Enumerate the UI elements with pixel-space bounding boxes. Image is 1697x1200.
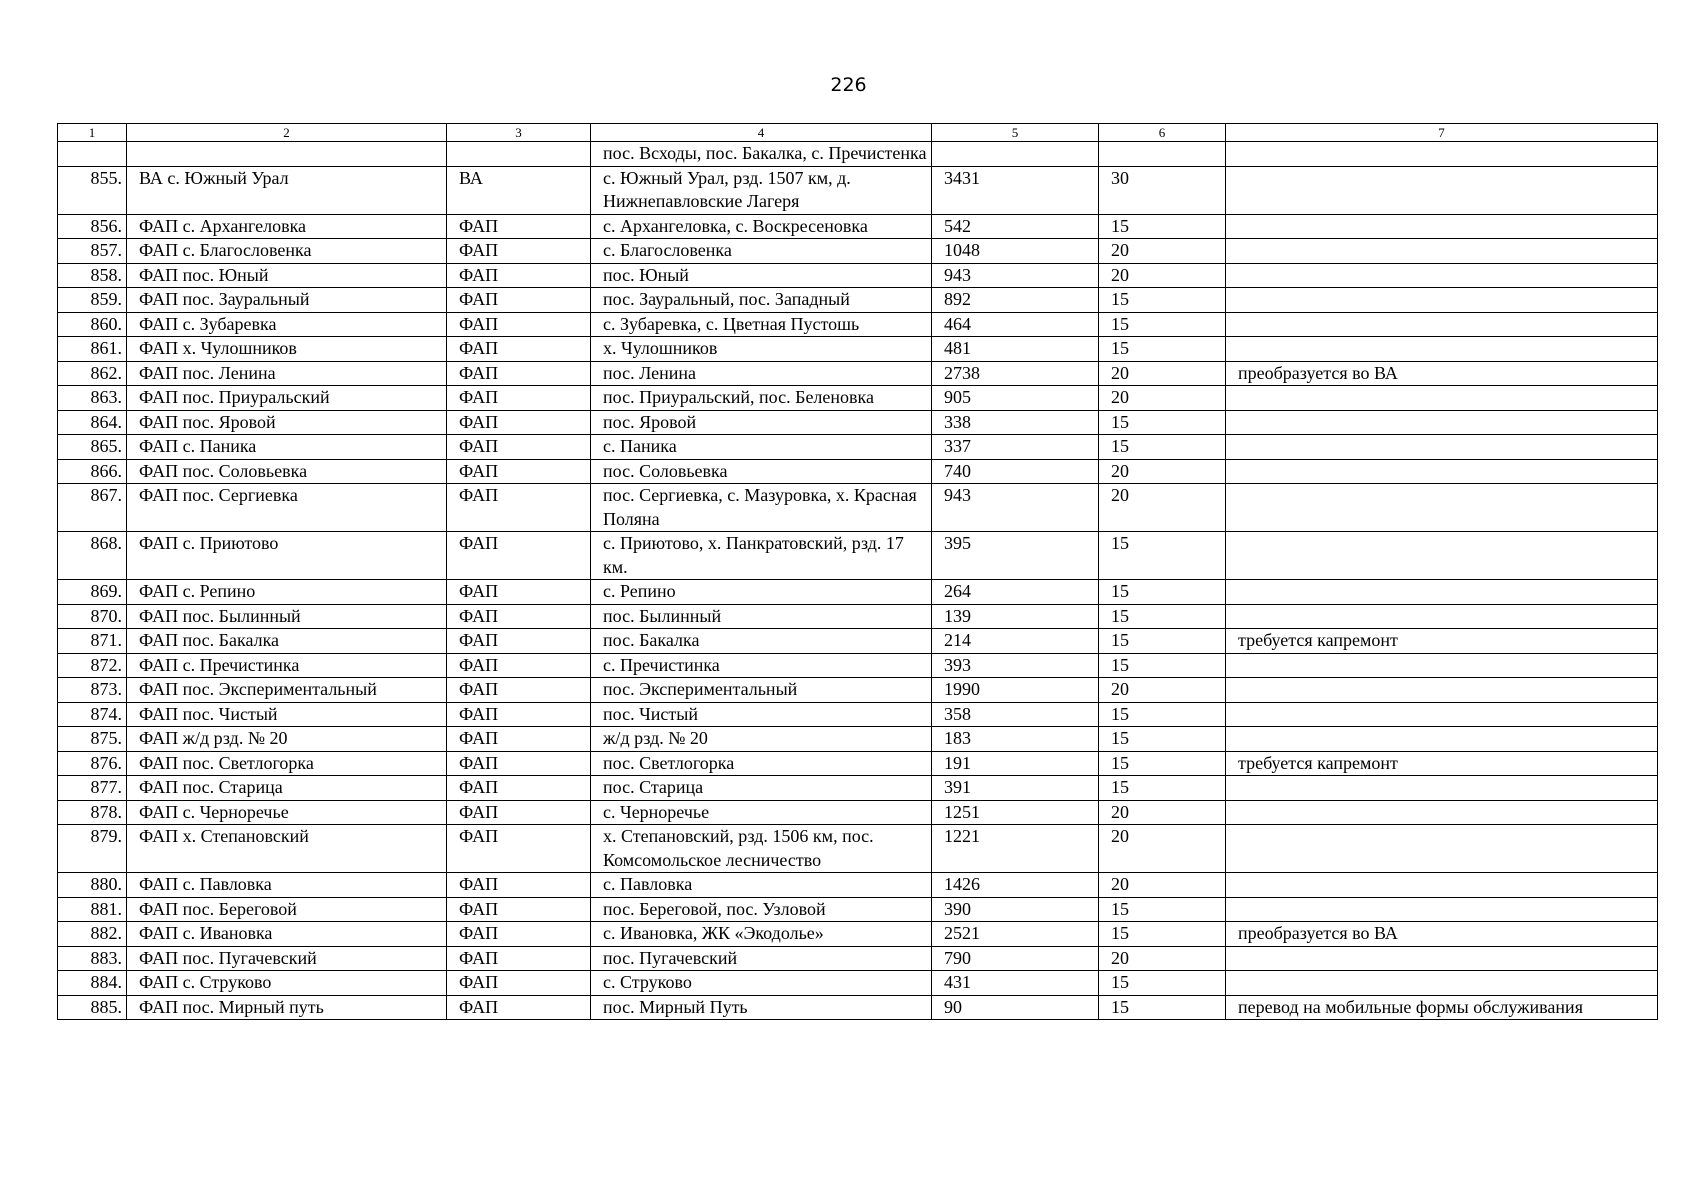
table-row — [58, 995, 1658, 1020]
facility-type-cell: ФАП — [447, 532, 591, 580]
table-row — [58, 214, 1658, 239]
table-row — [58, 629, 1658, 654]
table-row — [58, 873, 1658, 898]
served-settlements-cell: с. Репино — [591, 580, 932, 605]
served-settlements-cell: пос. Сергиевка, с. Мазуровка, х. Красная Поляна — [591, 484, 932, 532]
table-row — [58, 946, 1658, 971]
facility-name-cell: ФАП с. Репино — [127, 580, 447, 605]
table-row — [58, 337, 1658, 362]
note-cell — [1226, 946, 1658, 971]
population-cell: 90 — [932, 995, 1099, 1020]
note-cell — [1226, 825, 1658, 873]
note-cell — [1226, 337, 1658, 362]
table-row — [58, 263, 1658, 288]
facility-name-cell: ФАП пос. Светлогорка — [127, 751, 447, 776]
row-number-cell: 865. — [58, 435, 127, 460]
facility-type-cell: ФАП — [447, 459, 591, 484]
facility-name-cell: ФАП пос. Соловьевка — [127, 459, 447, 484]
facility-name-cell: ФАП с. Струково — [127, 971, 447, 996]
facility-name-cell: ФАП с. Зубаревка — [127, 312, 447, 337]
facility-type-cell: ФАП — [447, 678, 591, 703]
facility-type-cell: ФАП — [447, 580, 591, 605]
facility-name-cell: ФАП с. Пречистинка — [127, 653, 447, 678]
facility-name-cell: ФАП пос. Чистый — [127, 702, 447, 727]
facility-name-cell: ФАП х. Чулошников — [127, 337, 447, 362]
facility-name-cell: ФАП пос. Зауральный — [127, 288, 447, 313]
service-radius-cell: 20 — [1099, 946, 1226, 971]
population-cell: 542 — [932, 214, 1099, 239]
facility-name-cell: ФАП пос. Сергиевка — [127, 484, 447, 532]
table-row — [58, 922, 1658, 947]
service-radius-cell: 15 — [1099, 995, 1226, 1020]
row-number-cell: 855. — [58, 166, 127, 214]
facility-type-cell: ФАП — [447, 288, 591, 313]
note-cell — [1226, 239, 1658, 264]
note-cell: требуется капремонт — [1226, 629, 1658, 654]
note-cell — [1226, 214, 1658, 239]
facility-type-cell: ФАП — [447, 386, 591, 411]
note-cell — [1226, 386, 1658, 411]
served-settlements-cell: пос. Ленина — [591, 361, 932, 386]
facility-type-cell: ФАП — [447, 484, 591, 532]
population-cell: 139 — [932, 604, 1099, 629]
population-cell: 358 — [932, 702, 1099, 727]
facility-name-cell: ФАП пос. Юный — [127, 263, 447, 288]
note-cell: преобразуется во ВА — [1226, 361, 1658, 386]
facility-type-cell: ФАП — [447, 922, 591, 947]
note-cell — [1226, 776, 1658, 801]
service-radius-cell: 15 — [1099, 435, 1226, 460]
row-number-cell: 862. — [58, 361, 127, 386]
note-cell — [1226, 166, 1658, 214]
facility-type-cell: ФАП — [447, 410, 591, 435]
facility-name-cell: ФАП пос. Пугачевский — [127, 946, 447, 971]
row-number-cell: 869. — [58, 580, 127, 605]
note-cell — [1226, 532, 1658, 580]
served-settlements-cell: пос. Старица — [591, 776, 932, 801]
column-header: 2 — [127, 124, 447, 142]
service-radius-cell: 20 — [1099, 484, 1226, 532]
served-settlements-cell: пос. Береговой, пос. Узловой — [591, 897, 932, 922]
population-cell: 790 — [932, 946, 1099, 971]
row-number-cell: 863. — [58, 386, 127, 411]
served-settlements-cell: х. Чулошников — [591, 337, 932, 362]
note-cell — [1226, 288, 1658, 313]
table-row — [58, 727, 1658, 752]
facility-name-cell: ФАП с. Паника — [127, 435, 447, 460]
facility-type-cell: ВА — [447, 166, 591, 214]
row-number-cell: 864. — [58, 410, 127, 435]
row-number-cell: 858. — [58, 263, 127, 288]
note-cell — [1226, 410, 1658, 435]
facility-type-cell: ФАП — [447, 312, 591, 337]
population-cell: 464 — [932, 312, 1099, 337]
facility-type-cell: ФАП — [447, 776, 591, 801]
served-settlements-cell: пос. Пугачевский — [591, 946, 932, 971]
facility-type-cell: ФАП — [447, 604, 591, 629]
note-cell — [1226, 678, 1658, 703]
served-settlements-cell: с. Архангеловка, с. Воскресеновка — [591, 214, 932, 239]
facility-type-cell: ФАП — [447, 946, 591, 971]
population-cell: 214 — [932, 629, 1099, 654]
row-number-cell: 870. — [58, 604, 127, 629]
column-header: 6 — [1099, 124, 1226, 142]
facility-type-cell: ФАП — [447, 361, 591, 386]
served-settlements-cell: с. Пречистинка — [591, 653, 932, 678]
note-cell: требуется капремонт — [1226, 751, 1658, 776]
service-radius-cell: 20 — [1099, 386, 1226, 411]
facility-type-cell: ФАП — [447, 873, 591, 898]
table-row — [58, 166, 1658, 214]
served-settlements-cell: пос. Былинный — [591, 604, 932, 629]
service-radius-cell: 15 — [1099, 580, 1226, 605]
facility-name-cell: ФАП пос. Яровой — [127, 410, 447, 435]
service-radius-cell: 15 — [1099, 922, 1226, 947]
table-row — [58, 751, 1658, 776]
column-header: 3 — [447, 124, 591, 142]
facility-type-cell: ФАП — [447, 727, 591, 752]
row-number-cell: 883. — [58, 946, 127, 971]
table-row — [58, 361, 1658, 386]
served-settlements-cell: с. Паника — [591, 435, 932, 460]
table-row — [58, 580, 1658, 605]
note-cell: преобразуется во ВА — [1226, 922, 1658, 947]
served-settlements-cell: пос. Всходы, пос. Бакалка, с. Пречистенка — [591, 142, 932, 167]
served-settlements-cell: пос. Бакалка — [591, 629, 932, 654]
facility-type-cell: ФАП — [447, 214, 591, 239]
served-settlements-cell: пос. Светлогорка — [591, 751, 932, 776]
service-radius-cell: 20 — [1099, 263, 1226, 288]
note-cell — [1226, 142, 1658, 167]
note-cell — [1226, 897, 1658, 922]
column-header: 7 — [1226, 124, 1658, 142]
service-radius-cell: 15 — [1099, 702, 1226, 727]
table-row — [58, 142, 1658, 167]
population-cell: 183 — [932, 727, 1099, 752]
note-cell — [1226, 459, 1658, 484]
note-cell — [1226, 484, 1658, 532]
population-cell: 338 — [932, 410, 1099, 435]
service-radius-cell: 15 — [1099, 312, 1226, 337]
served-settlements-cell: пос. Юный — [591, 263, 932, 288]
row-number-cell: 867. — [58, 484, 127, 532]
facility-name-cell: ФАП пос. Ленина — [127, 361, 447, 386]
table-row — [58, 484, 1658, 532]
population-cell — [932, 142, 1099, 167]
facility-type-cell: ФАП — [447, 702, 591, 727]
served-settlements-cell: ж/д рзд. № 20 — [591, 727, 932, 752]
facility-type-cell: ФАП — [447, 435, 591, 460]
population-cell: 390 — [932, 897, 1099, 922]
row-number-cell: 856. — [58, 214, 127, 239]
row-number-cell: 868. — [58, 532, 127, 580]
facility-name-cell: ФАП пос. Мирный путь — [127, 995, 447, 1020]
note-cell — [1226, 727, 1658, 752]
facility-type-cell: ФАП — [447, 971, 591, 996]
facility-name-cell: ФАП с. Павловка — [127, 873, 447, 898]
population-cell: 2521 — [932, 922, 1099, 947]
population-cell: 391 — [932, 776, 1099, 801]
note-cell — [1226, 971, 1658, 996]
served-settlements-cell: с. Зубаревка, с. Цветная Пустошь — [591, 312, 932, 337]
facility-name-cell: ВА с. Южный Урал — [127, 166, 447, 214]
facility-name-cell: ФАП пос. Приуральский — [127, 386, 447, 411]
population-cell: 1251 — [932, 800, 1099, 825]
column-header: 1 — [58, 124, 127, 142]
service-radius-cell: 15 — [1099, 727, 1226, 752]
population-cell: 892 — [932, 288, 1099, 313]
facility-name-cell — [127, 142, 447, 167]
table-row — [58, 776, 1658, 801]
population-cell: 2738 — [932, 361, 1099, 386]
facility-name-cell: ФАП пос. Экспериментальный — [127, 678, 447, 703]
service-radius-cell: 15 — [1099, 751, 1226, 776]
facility-name-cell: ФАП пос. Былинный — [127, 604, 447, 629]
served-settlements-cell: с. Приютово, х. Панкратовский, рзд. 17 км. — [591, 532, 932, 580]
service-radius-cell: 15 — [1099, 629, 1226, 654]
row-number-cell: 874. — [58, 702, 127, 727]
note-cell — [1226, 312, 1658, 337]
served-settlements-cell: с. Струково — [591, 971, 932, 996]
served-settlements-cell: пос. Чистый — [591, 702, 932, 727]
population-cell: 740 — [932, 459, 1099, 484]
facility-type-cell: ФАП — [447, 995, 591, 1020]
served-settlements-cell: с. Павловка — [591, 873, 932, 898]
note-cell — [1226, 702, 1658, 727]
row-number-cell: 875. — [58, 727, 127, 752]
service-radius-cell: 20 — [1099, 825, 1226, 873]
population-cell: 905 — [932, 386, 1099, 411]
served-settlements-cell: пос. Приуральский, пос. Беленовка — [591, 386, 932, 411]
population-cell: 393 — [932, 653, 1099, 678]
row-number-cell: 876. — [58, 751, 127, 776]
served-settlements-cell: с. Черноречье — [591, 800, 932, 825]
table-row — [58, 459, 1658, 484]
facility-type-cell: ФАП — [447, 629, 591, 654]
served-settlements-cell: с. Ивановка, ЖК «Экодолье» — [591, 922, 932, 947]
facility-type-cell: ФАП — [447, 239, 591, 264]
table-row — [58, 702, 1658, 727]
note-cell — [1226, 580, 1658, 605]
service-radius-cell: 20 — [1099, 239, 1226, 264]
facility-name-cell: ФАП х. Степановский — [127, 825, 447, 873]
page-number: 226 — [830, 74, 867, 96]
note-cell — [1226, 800, 1658, 825]
service-radius-cell: 15 — [1099, 776, 1226, 801]
column-number-row — [58, 124, 1658, 142]
row-number-cell: 873. — [58, 678, 127, 703]
facility-type-cell: ФАП — [447, 800, 591, 825]
table-row — [58, 312, 1658, 337]
served-settlements-cell: х. Степановский, рзд. 1506 км, пос. Комсомольское лесничество — [591, 825, 932, 873]
facility-name-cell: ФАП пос. Береговой — [127, 897, 447, 922]
facility-type-cell: ФАП — [447, 263, 591, 288]
facility-name-cell: ФАП пос. Старица — [127, 776, 447, 801]
population-cell: 1426 — [932, 873, 1099, 898]
note-cell — [1226, 435, 1658, 460]
note-cell — [1226, 263, 1658, 288]
served-settlements-cell: пос. Яровой — [591, 410, 932, 435]
service-radius-cell: 20 — [1099, 800, 1226, 825]
service-radius-cell: 15 — [1099, 604, 1226, 629]
service-radius-cell: 15 — [1099, 532, 1226, 580]
row-number-cell: 881. — [58, 897, 127, 922]
row-number-cell: 879. — [58, 825, 127, 873]
served-settlements-cell: пос. Соловьевка — [591, 459, 932, 484]
population-cell: 395 — [932, 532, 1099, 580]
note-cell — [1226, 873, 1658, 898]
population-cell: 943 — [932, 484, 1099, 532]
service-radius-cell: 15 — [1099, 897, 1226, 922]
facility-type-cell — [447, 142, 591, 167]
row-number-cell — [58, 142, 127, 167]
facility-type-cell: ФАП — [447, 825, 591, 873]
facility-name-cell: ФАП с. Ивановка — [127, 922, 447, 947]
table-row — [58, 653, 1658, 678]
row-number-cell: 861. — [58, 337, 127, 362]
row-number-cell: 884. — [58, 971, 127, 996]
population-cell: 431 — [932, 971, 1099, 996]
row-number-cell: 878. — [58, 800, 127, 825]
facility-name-cell: ФАП с. Благословенка — [127, 239, 447, 264]
table-row — [58, 800, 1658, 825]
facility-type-cell: ФАП — [447, 337, 591, 362]
service-radius-cell: 20 — [1099, 873, 1226, 898]
facility-name-cell: ФАП с. Архангеловка — [127, 214, 447, 239]
note-cell — [1226, 604, 1658, 629]
served-settlements-cell: пос. Экспериментальный — [591, 678, 932, 703]
service-radius-cell: 15 — [1099, 410, 1226, 435]
facilities-table — [57, 123, 1658, 1020]
row-number-cell: 860. — [58, 312, 127, 337]
service-radius-cell: 15 — [1099, 971, 1226, 996]
table-row — [58, 971, 1658, 996]
service-radius-cell: 20 — [1099, 361, 1226, 386]
row-number-cell: 885. — [58, 995, 127, 1020]
row-number-cell: 859. — [58, 288, 127, 313]
table-row — [58, 604, 1658, 629]
row-number-cell: 857. — [58, 239, 127, 264]
note-cell — [1226, 653, 1658, 678]
table-row — [58, 410, 1658, 435]
service-radius-cell: 15 — [1099, 337, 1226, 362]
service-radius-cell: 30 — [1099, 166, 1226, 214]
table-row — [58, 532, 1658, 580]
table-row — [58, 678, 1658, 703]
service-radius-cell: 20 — [1099, 678, 1226, 703]
served-settlements-cell: с. Южный Урал, рзд. 1507 км, д. Нижнепавловские Лагеря — [591, 166, 932, 214]
service-radius-cell: 20 — [1099, 459, 1226, 484]
service-radius-cell — [1099, 142, 1226, 167]
population-cell: 191 — [932, 751, 1099, 776]
row-number-cell: 877. — [58, 776, 127, 801]
population-cell: 1990 — [932, 678, 1099, 703]
service-radius-cell: 15 — [1099, 288, 1226, 313]
served-settlements-cell: с. Благословенка — [591, 239, 932, 264]
population-cell: 1221 — [932, 825, 1099, 873]
facility-name-cell: ФАП с. Приютово — [127, 532, 447, 580]
facility-type-cell: ФАП — [447, 751, 591, 776]
facility-type-cell: ФАП — [447, 653, 591, 678]
table-row — [58, 897, 1658, 922]
population-cell: 264 — [932, 580, 1099, 605]
served-settlements-cell: пос. Зауральный, пос. Западный — [591, 288, 932, 313]
note-cell: перевод на мобильные формы обслуживания — [1226, 995, 1658, 1020]
table-row — [58, 435, 1658, 460]
column-header: 5 — [932, 124, 1099, 142]
facility-name-cell: ФАП ж/д рзд. № 20 — [127, 727, 447, 752]
table-row — [58, 825, 1658, 873]
facility-type-cell: ФАП — [447, 897, 591, 922]
facility-name-cell: ФАП с. Черноречье — [127, 800, 447, 825]
column-header: 4 — [591, 124, 932, 142]
row-number-cell: 882. — [58, 922, 127, 947]
service-radius-cell: 15 — [1099, 214, 1226, 239]
facility-name-cell: ФАП пос. Бакалка — [127, 629, 447, 654]
served-settlements-cell: пос. Мирный Путь — [591, 995, 932, 1020]
population-cell: 3431 — [932, 166, 1099, 214]
population-cell: 481 — [932, 337, 1099, 362]
population-cell: 943 — [932, 263, 1099, 288]
table-row — [58, 386, 1658, 411]
row-number-cell: 866. — [58, 459, 127, 484]
row-number-cell: 871. — [58, 629, 127, 654]
row-number-cell: 872. — [58, 653, 127, 678]
table-row — [58, 288, 1658, 313]
population-cell: 1048 — [932, 239, 1099, 264]
table-row — [58, 239, 1658, 264]
population-cell: 337 — [932, 435, 1099, 460]
service-radius-cell: 15 — [1099, 653, 1226, 678]
row-number-cell: 880. — [58, 873, 127, 898]
